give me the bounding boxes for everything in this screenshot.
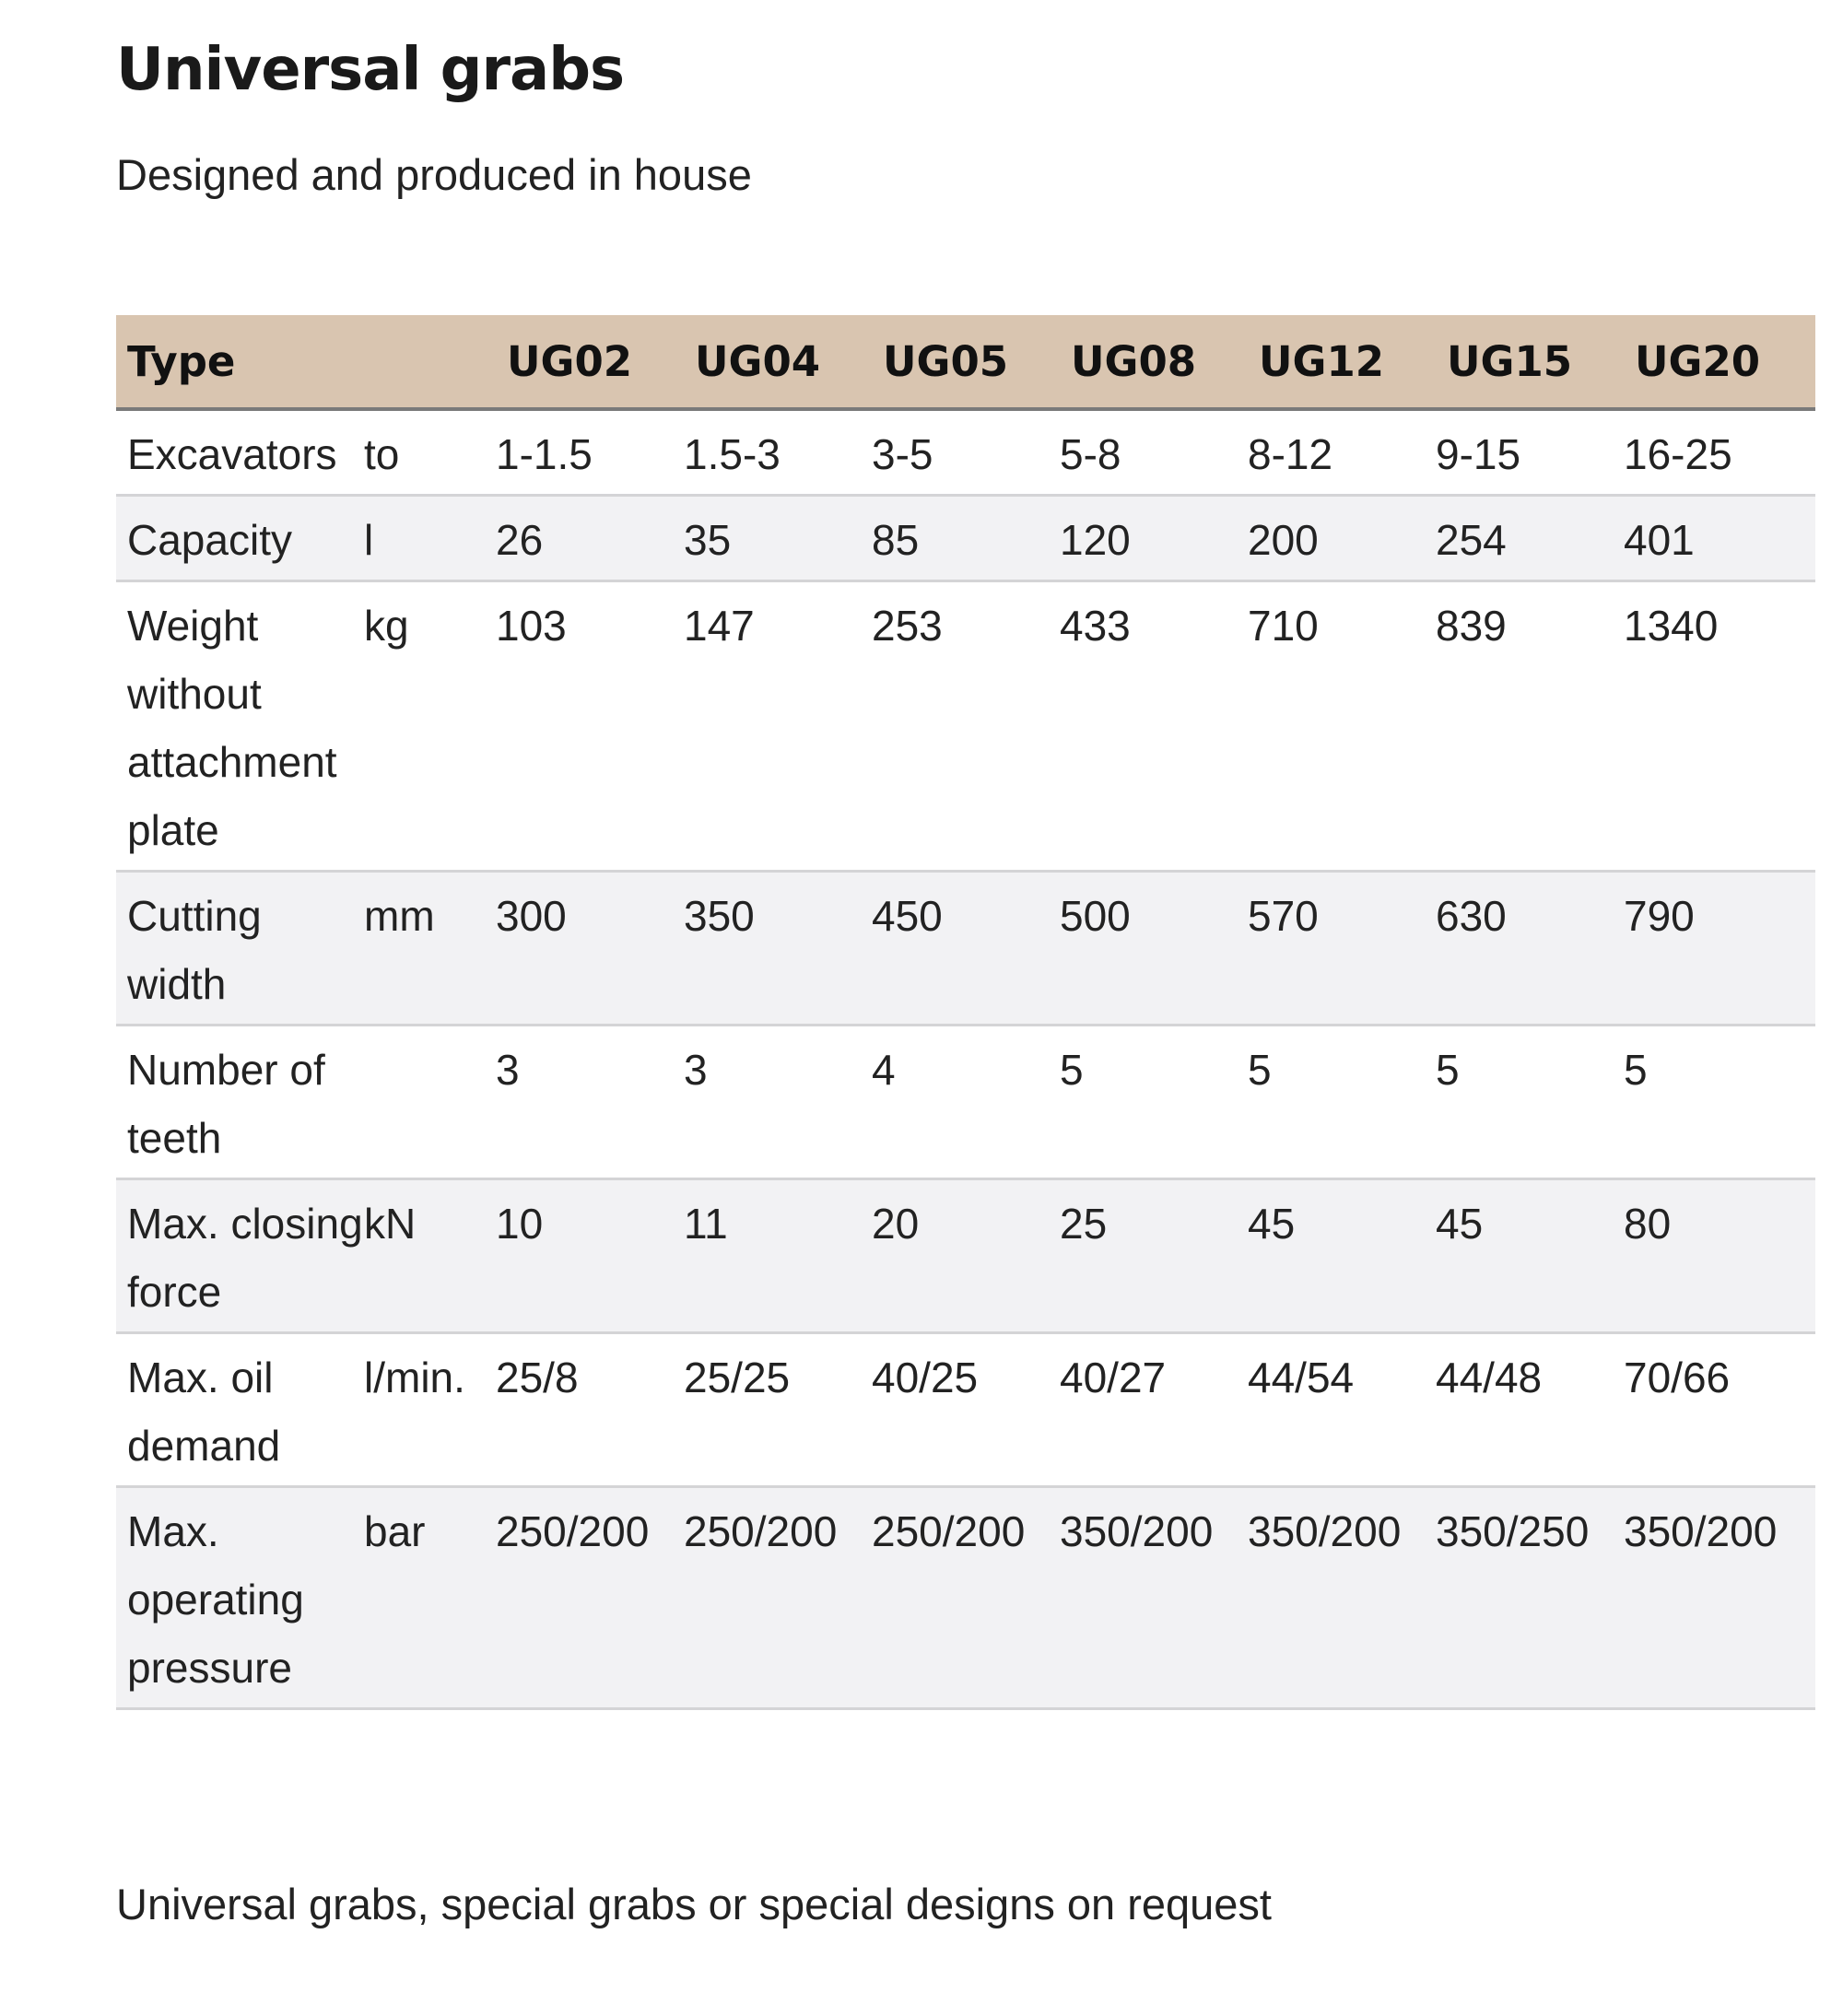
table-cell: 25/25: [684, 1333, 872, 1487]
row-label: Excavators: [116, 409, 364, 496]
row-unit: kg: [364, 581, 496, 872]
header-model: UG05: [872, 315, 1060, 409]
table-cell: 839: [1436, 581, 1624, 872]
table-cell: 1340: [1624, 581, 1815, 872]
row-unit: to: [364, 409, 496, 496]
row-label: Max. closing force: [116, 1179, 364, 1333]
table-cell: 3: [684, 1026, 872, 1179]
table-body: [116, 409, 1815, 1709]
row-label: Max. operating pressure: [116, 1487, 364, 1709]
table-cell: 4: [872, 1026, 1060, 1179]
table-cell: 350/200: [1060, 1487, 1248, 1709]
table-cell: 350/200: [1624, 1487, 1815, 1709]
table-cell: 254: [1436, 496, 1624, 581]
header-model: UG04: [684, 315, 872, 409]
table-cell: 5-8: [1060, 409, 1248, 496]
row-unit: l/min.: [364, 1333, 496, 1487]
header-model: UG15: [1436, 315, 1624, 409]
header-model: UG20: [1624, 315, 1815, 409]
table-cell: 3: [496, 1026, 684, 1179]
table-cell: 9-15: [1436, 409, 1624, 496]
table-cell: 1.5-3: [684, 409, 872, 496]
table-cell: 25/8: [496, 1333, 684, 1487]
table-cell: 5: [1624, 1026, 1815, 1179]
table-cell: 1-1.5: [496, 409, 684, 496]
header-model: UG12: [1248, 315, 1436, 409]
table-cell: 500: [1060, 872, 1248, 1026]
table-row: [116, 496, 1815, 581]
table-cell: 570: [1248, 872, 1436, 1026]
table-cell: 16-25: [1624, 409, 1815, 496]
header-model: UG08: [1060, 315, 1248, 409]
table-cell: 5: [1060, 1026, 1248, 1179]
table-cell: 11: [684, 1179, 872, 1333]
table-cell: 790: [1624, 872, 1815, 1026]
table-cell: 70/66: [1624, 1333, 1815, 1487]
table-cell: 10: [496, 1179, 684, 1333]
row-unit: [364, 1026, 496, 1179]
table-cell: 120: [1060, 496, 1248, 581]
table-cell: 40/25: [872, 1333, 1060, 1487]
table-cell: 26: [496, 496, 684, 581]
table-row: [116, 1333, 1815, 1487]
row-unit: bar: [364, 1487, 496, 1709]
header-row: [116, 315, 1815, 409]
table-cell: 44/48: [1436, 1333, 1624, 1487]
table-cell: 25: [1060, 1179, 1248, 1333]
table-cell: 85: [872, 496, 1060, 581]
row-label: Max. oil demand: [116, 1333, 364, 1487]
row-label: Weight without attachment plate: [116, 581, 364, 872]
table-cell: 200: [1248, 496, 1436, 581]
table-cell: 350: [684, 872, 872, 1026]
table-cell: 300: [496, 872, 684, 1026]
table-cell: 8-12: [1248, 409, 1436, 496]
table-cell: 147: [684, 581, 872, 872]
table-cell: 5: [1436, 1026, 1624, 1179]
table-row: [116, 1487, 1815, 1709]
table-cell: 20: [872, 1179, 1060, 1333]
table-cell: 3-5: [872, 409, 1060, 496]
spec-table: [116, 315, 1815, 1710]
table-row: [116, 409, 1815, 496]
header-model: UG02: [496, 315, 684, 409]
table-cell: 253: [872, 581, 1060, 872]
table-cell: 45: [1436, 1179, 1624, 1333]
table-cell: 103: [496, 581, 684, 872]
table-cell: 250/200: [684, 1487, 872, 1709]
table-cell: 35: [684, 496, 872, 581]
page-footer-note: Universal grabs, special grabs or special designs on request: [116, 1880, 1272, 1928]
table-cell: 80: [1624, 1179, 1815, 1333]
table-cell: 250/200: [872, 1487, 1060, 1709]
table-cell: 630: [1436, 872, 1624, 1026]
table-row: [116, 872, 1815, 1026]
row-label: Capacity: [116, 496, 364, 581]
row-label: Number of teeth: [116, 1026, 364, 1179]
table-cell: 40/27: [1060, 1333, 1248, 1487]
table-header: [116, 315, 1815, 409]
table-row: [116, 581, 1815, 872]
table-row: [116, 1026, 1815, 1179]
table-cell: 710: [1248, 581, 1436, 872]
header-unit: [364, 315, 496, 409]
table-cell: 250/200: [496, 1487, 684, 1709]
table-cell: 45: [1248, 1179, 1436, 1333]
table-cell: 350/250: [1436, 1487, 1624, 1709]
header-type-label: Type: [116, 315, 364, 409]
row-unit: mm: [364, 872, 496, 1026]
table-cell: 450: [872, 872, 1060, 1026]
table-cell: 44/54: [1248, 1333, 1436, 1487]
table-row: [116, 1179, 1815, 1333]
row-unit: kN: [364, 1179, 496, 1333]
table-cell: 401: [1624, 496, 1815, 581]
table-cell: 350/200: [1248, 1487, 1436, 1709]
page-title: Universal grabs: [116, 36, 625, 104]
table-cell: 433: [1060, 581, 1248, 872]
page-subtitle: Designed and produced in house: [116, 150, 752, 199]
row-label: Cutting width: [116, 872, 364, 1026]
row-unit: l: [364, 496, 496, 581]
table-cell: 5: [1248, 1026, 1436, 1179]
